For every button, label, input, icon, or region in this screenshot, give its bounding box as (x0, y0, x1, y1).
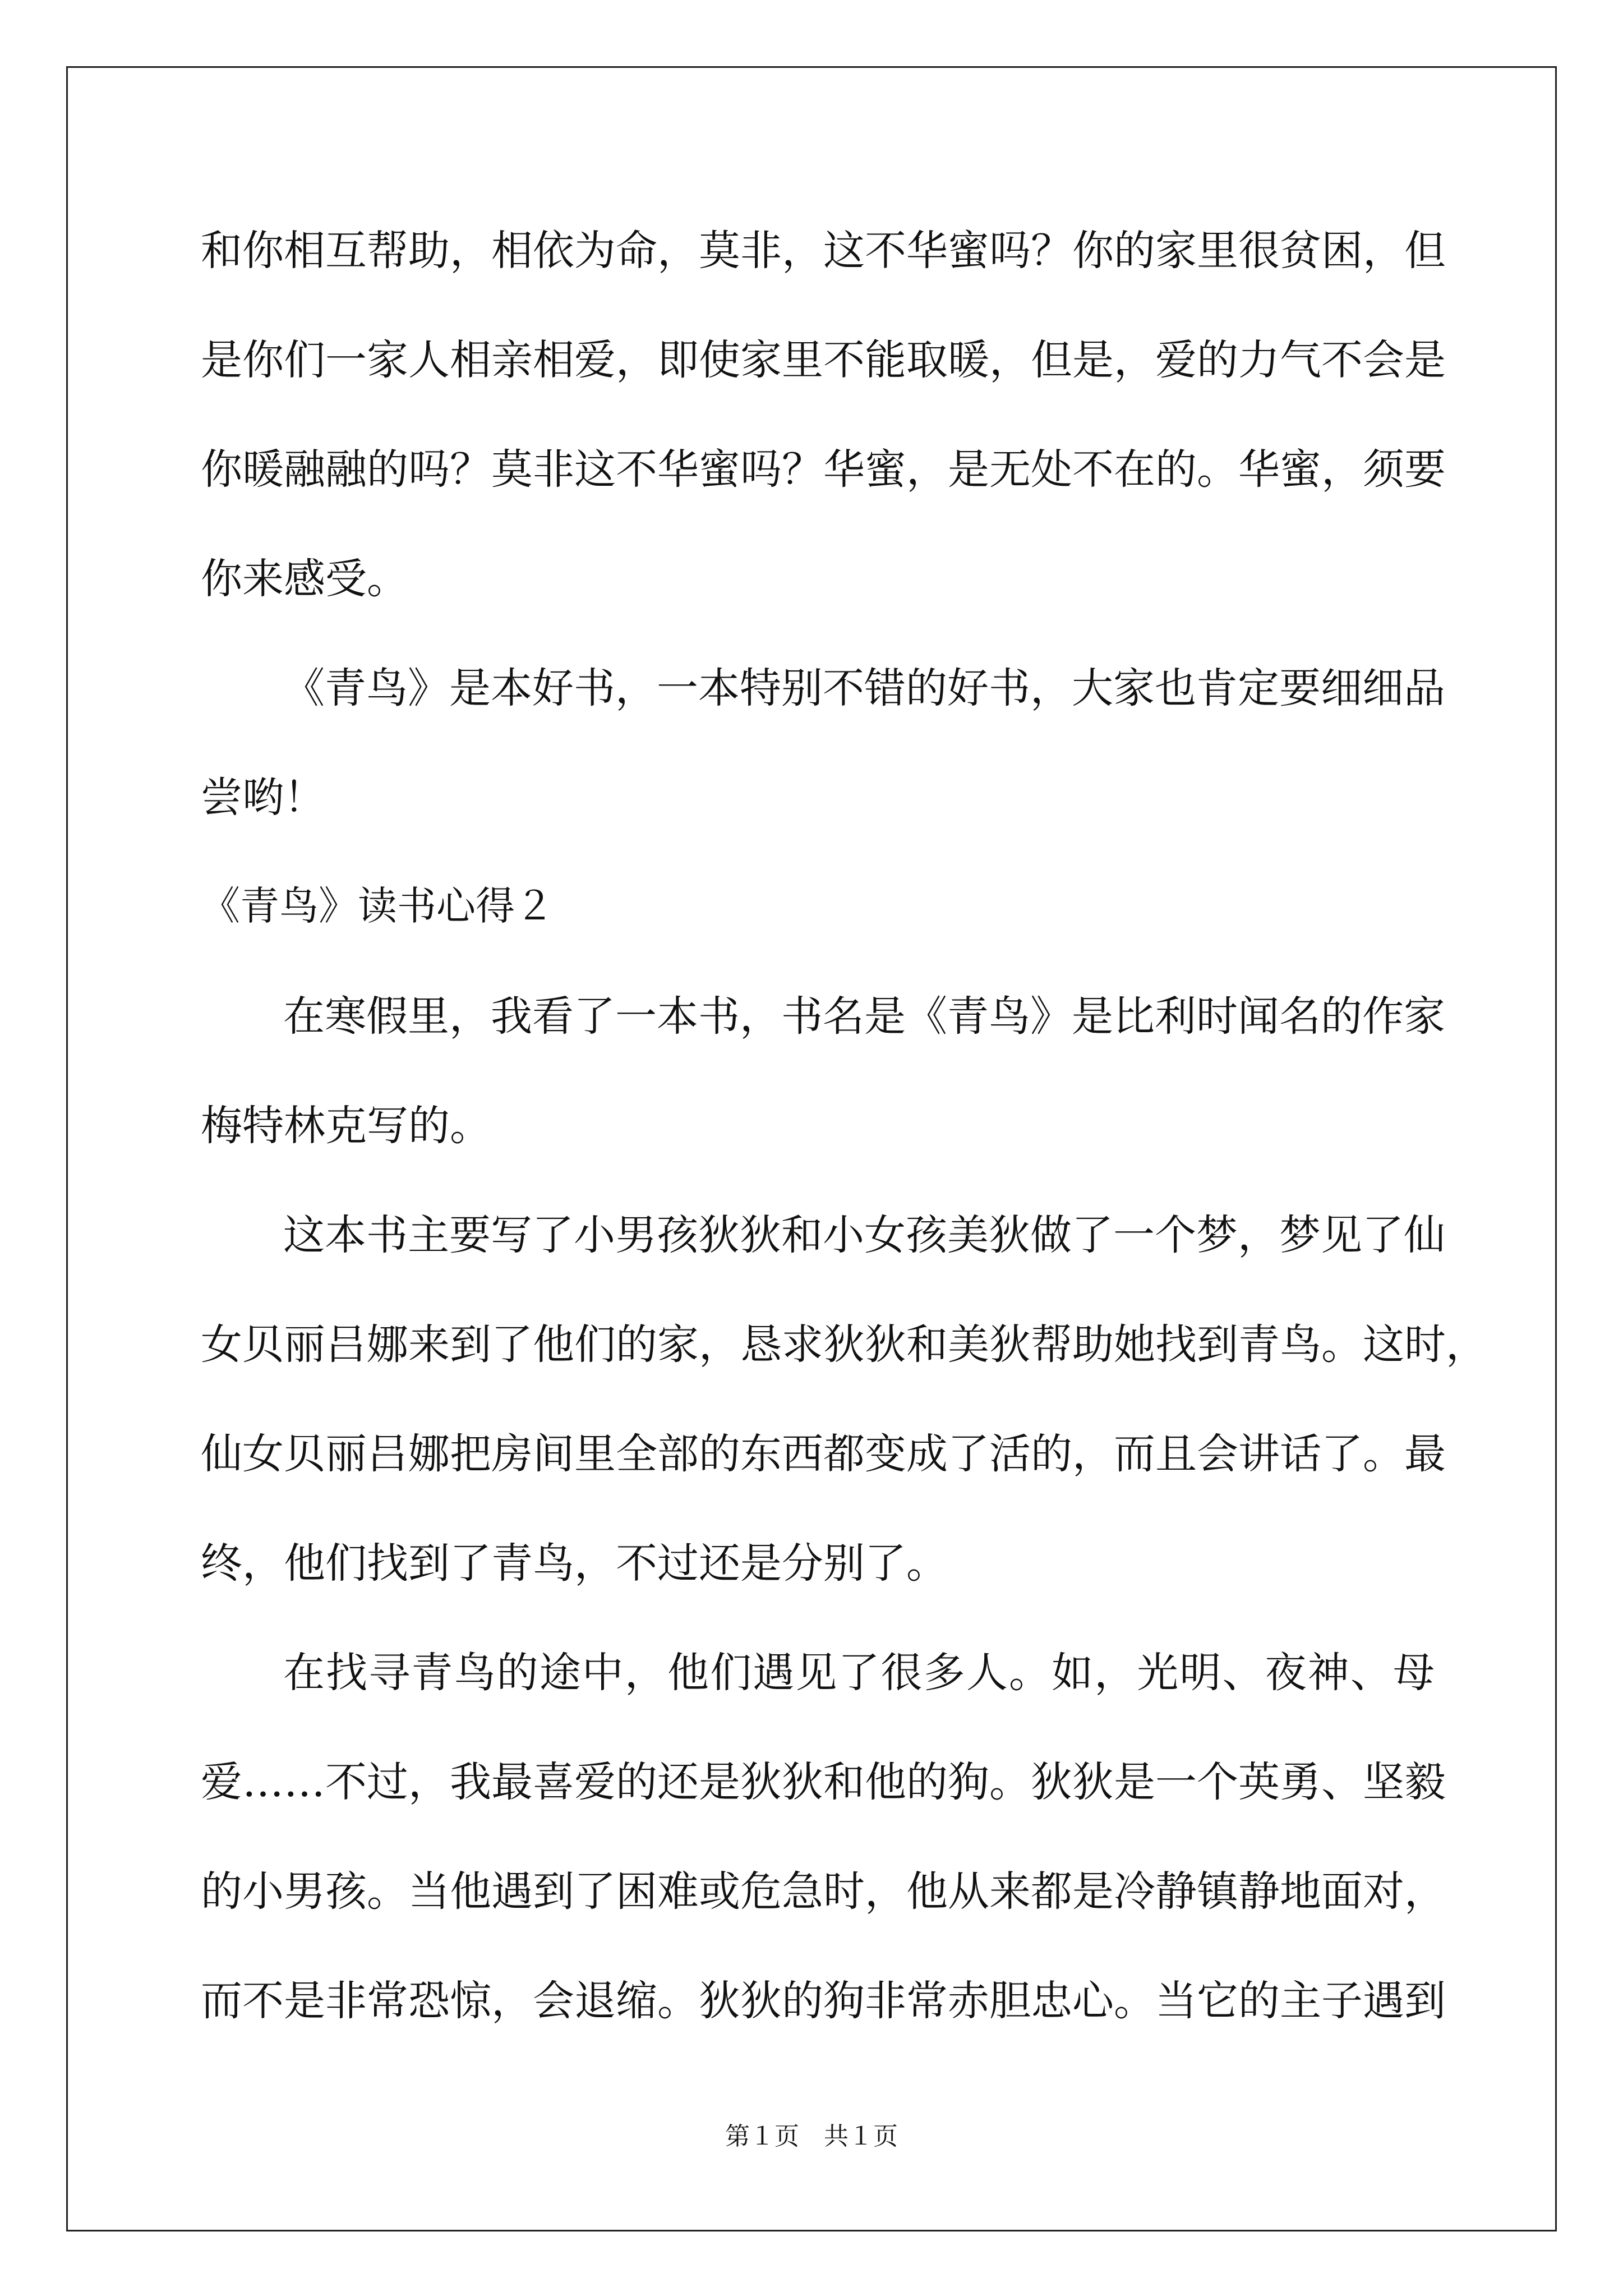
text-line: 女贝丽吕娜来到了他们的家，恳求狄狄和美狄帮助她找到青鸟。这时， (201, 1320, 1487, 1369)
text-line: 而不是非常恐惊，会退缩。狄狄的狗非常赤胆忠心。当它的主子遇到 (201, 1977, 1446, 2025)
text-line: 的小男孩。当他遇到了困难或危急时，他从来都是冷静镇静地面对， (201, 1867, 1446, 1916)
text-line: 你暖融融的吗？莫非这不华蜜吗？华蜜，是无处不在的。华蜜，须要 (201, 445, 1446, 494)
section-heading: 《青鸟》读书心得２ (201, 883, 554, 929)
page-number-footer: 第１页 共１页 (725, 2122, 898, 2151)
text-line: 仙女贝丽吕娜把房间里全部的东西都变成了活的，而且会讲话了。最 (201, 1430, 1446, 1478)
paragraph-first-line: 《青鸟》是本好书，一本特别不错的好书，大家也肯定要细细品 (283, 664, 1445, 712)
text-line: 梅特林克写的。 (201, 1102, 491, 1150)
text-line: 和你相互帮助，相依为命，莫非，这不华蜜吗？你的家里很贫困，但 (201, 227, 1446, 275)
text-line: 爱……不过，我最喜爱的还是狄狄和他的狗。狄狄是一个英勇、坚毅 (201, 1758, 1446, 1806)
text-line: 是你们一家人相亲相爱，即使家里不能取暖，但是，爱的力气不会是 (201, 336, 1446, 384)
text-line: 终，他们找到了青鸟，不过还是分别了。 (201, 1539, 948, 1588)
text-line: 尝哟！ (201, 774, 325, 822)
paragraph-first-line: 这本书主要写了小男孩狄狄和小女孩美狄做了一个梦，梦见了仙 (283, 1211, 1445, 1259)
paragraph-first-line: 在找寻青鸟的途中，他们遇见了很多人。如，光明、夜神、母 (283, 1649, 1435, 1697)
paragraph-first-line: 在寒假里，我看了一本书，书名是《青鸟》是比利时闻名的作家 (283, 992, 1445, 1041)
text-line: 你来感受。 (201, 555, 408, 603)
